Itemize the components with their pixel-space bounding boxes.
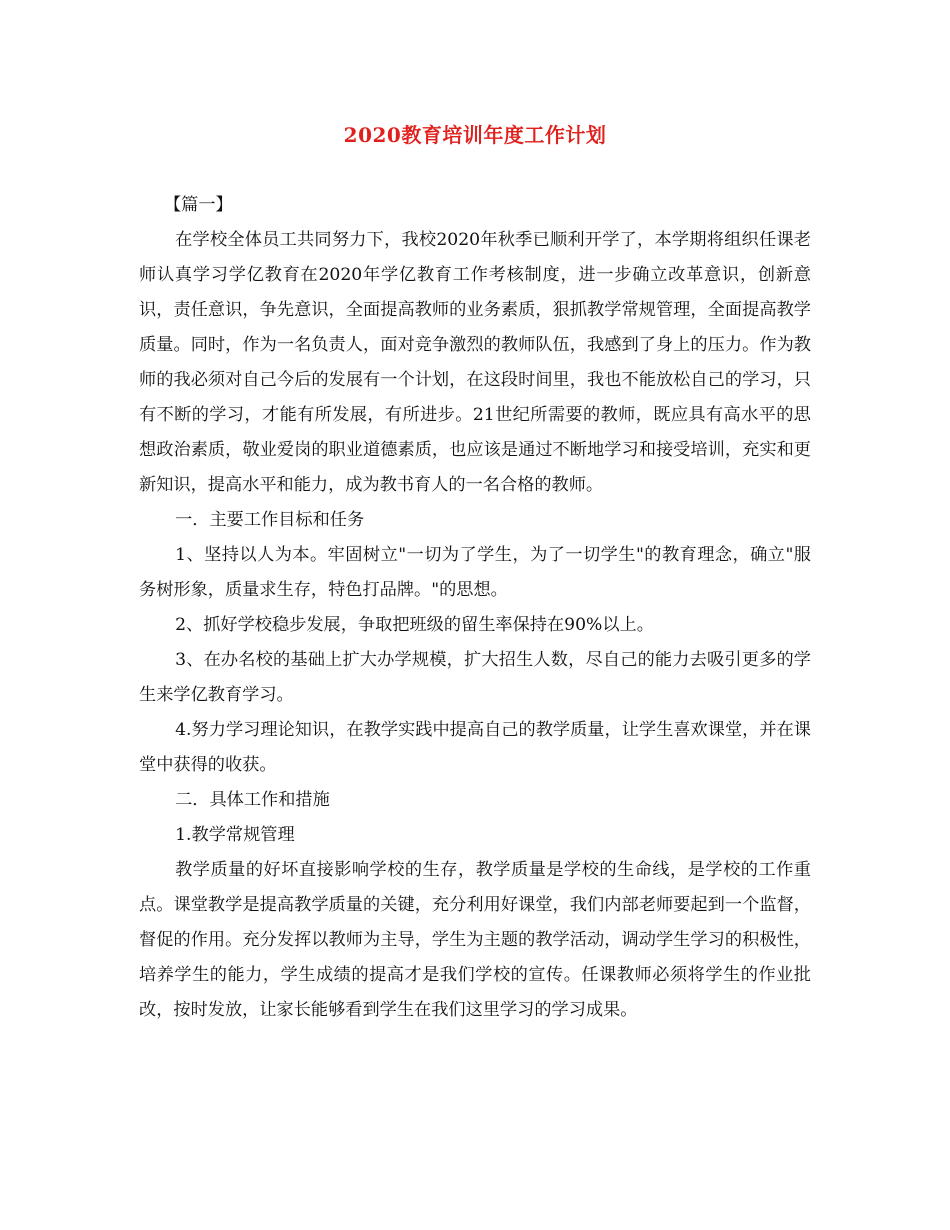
teaching-management-paragraph: 教学质量的好坏直接影响学校的生存，教学质量是学校的生命线，是学校的工作重点。课堂教学是提高教学质量的关键，充分利用好课堂，我们内部老师要起到一个监督，督促的作用。充分发挥以教师为主导，学生为主题的教学活动，调动学生学习的积极性，培养学生的能力，学生成绩的提高才是我们学校的宣传。任课教师必须将学生的作业批改，按时发放，让家长能够看到学生在我们这里学习的学习成果。 [139,860,811,1020]
goal-item-1: 1、坚持以人为本。牢固树立"一切为了学生，为了一切学生"的教育理念，确立"服务树形象，质量求生存，特色打品牌。"的思想。 [139,545,811,600]
section-heading-goals: 一．主要工作目标和任务 [175,510,365,530]
document-title: 2020教育培训年度工作计划 [343,123,607,147]
document-body [139,188,811,1028]
goal-item-4: 4.努力学习理论知识，在教学实践中提高自己的教学质量，让学生喜欢课堂，并在课堂中获得的收获。 [139,720,811,775]
goal-item-3: 3、在办名校的基础上扩大办学规模，扩大招生人数，尽自己的能力去吸引更多的学生来学亿教育学习。 [139,650,811,705]
section-tag: 【篇一】 [163,195,233,215]
intro-paragraph: 在学校全体员工共同努力下，我校2020年秋季已顺利开学了，本学期将组织任课老师认真学习学亿教育在2020年学亿教育工作考核制度，进一步确立改革意识，创新意识，责任意识，争先意识，全面提高教师的业务素质，狠抓教学常规管理，全面提高教学质量。同时，作为一名负责人，面对竞争激烈的教师队伍，我感到了身上的压力。作为教师的我必须对自己今后的发展有一个计划，在这段时间里，我也不能放松自己的学习，只有不断的学习，才能有所发展，有所进步。21世纪所需要的教师，既应具有高水平的思想政治素质，敬业爱岗的职业道德素质，也应该是通过不断地学习和接受培训，充实和更新知识，提高水平和能力，成为教书育人的一名合格的教师。 [139,230,811,495]
subheading-teaching-management: 1.教学常规管理 [175,825,295,845]
section-heading-measures: 二．具体工作和措施 [175,790,330,810]
goal-item-2: 2、抓好学校稳步发展，争取把班级的留生率保持在90%以上。 [175,615,654,635]
